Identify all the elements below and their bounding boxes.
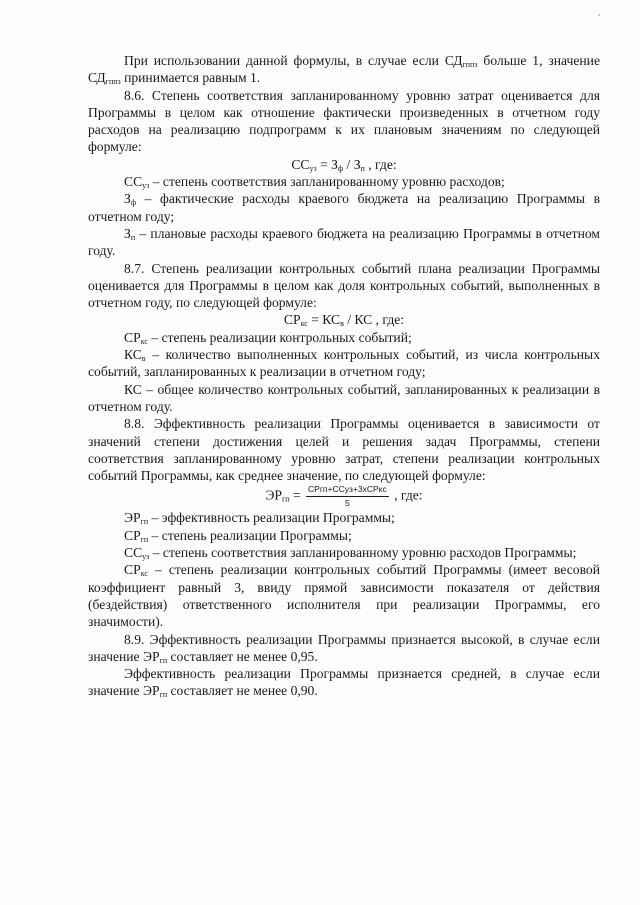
- fraction-numerator: СРгп+ССуз+3хСРкс: [306, 484, 389, 497]
- paragraph-medium-efficiency: Эффективность реализации Программы признается средней, в случае если значение $ЭР_{гп}$ составляет не менее 0,90.: [88, 666, 600, 700]
- definition-z-f: $З_ф$ – фактические расходы краевого бюджета на реализацию Программы в отчетном году;: [88, 191, 600, 224]
- fraction: [306, 484, 389, 509]
- formula-cost-compliance: $СС_{уз} = З_ф / З_п$ , где:: [291, 156, 397, 173]
- section-8-7: 8.7. Степень реализации контрольных событий плана реализации Программы оценивается для Программы в целом как доля контрольных событий, выполненных в отчетном году, по следующей формуле:: [88, 260, 600, 311]
- definition-ss-uz-2: $СС_{уз}$ – степень соответствия запланированному уровню расходов Программы;: [124, 545, 577, 562]
- section-8-8: 8.8. Эффективность реализации Программы оценивается в зависимости от значений степени достижения целей и решения задач Программы, степени соответствия запланированному уровню затрат, степени реализации контрольных событий Программы, как среднее значение, по следующей формуле:: [88, 416, 600, 484]
- definition-sr-ks: $СР_{кс}$ – степень реализации контрольных событий;: [124, 329, 412, 346]
- definition-sr-gp: $СР_{гп}$ – степень реализации Программы;: [124, 527, 352, 544]
- definition-ss-uz: $СС_{уз}$ – степень соответствия запланированному уровню расходов;: [124, 174, 505, 191]
- formula-note-paragraph: При использовании данной формулы, в случае если $СД_{гппз}$ больше 1, значение $СД_{гппз}$ принимается равным 1.: [88, 53, 600, 87]
- section-8-6: 8.6. Степень соответствия запланированному уровню затрат оценивается для Программы в целом как отношение фактически произведенных в отчетном году расходов на реализацию подпрограмм к их плановым значениям по следующей формуле:: [88, 87, 600, 155]
- definition-er-gp: $ЭР_{гп}$ – эффективность реализации Программы;: [124, 510, 395, 527]
- formula-control-events: $СР_{кс} = КС_в$ / КС , где:: [283, 312, 405, 329]
- document-body: [88, 52, 600, 700]
- definition-sr-ks-2: $СР_{кс}$ – степень реализации контрольных событий Программы (имеет весовой коэффициент равный 3, ввиду прямой зависимости показателя от действия (бездействия) ответственного исполнителя при реализации Программы, его значимости).: [88, 562, 600, 630]
- definition-z-p: $З_п$ – плановые расходы краевого бюджета на реализацию Программы в отчетном году.: [88, 225, 600, 259]
- section-8-9: 8.9. Эффективность реализации Программы признается высокой, в случае если значение $ЭР_{гп}$ составляет не менее 0,95.: [88, 631, 600, 665]
- definition-ks: КС – общее количество контрольных событий, запланированных к реализации в отчетном году.: [88, 381, 600, 414]
- formula-program-efficiency: $ЭР_{гп}$ = $\frac{\text{СРгп+ССуз+3хСРкс}}{5}$ , где:: [265, 484, 423, 509]
- fraction-denominator: 5: [345, 498, 350, 509]
- scan-speck: [598, 14, 600, 16]
- definition-ks-v: $КС_в$ – количество выполненных контрольных событий, из числа контрольных событий, запланированных к реализации в отчетном году;: [88, 347, 600, 380]
